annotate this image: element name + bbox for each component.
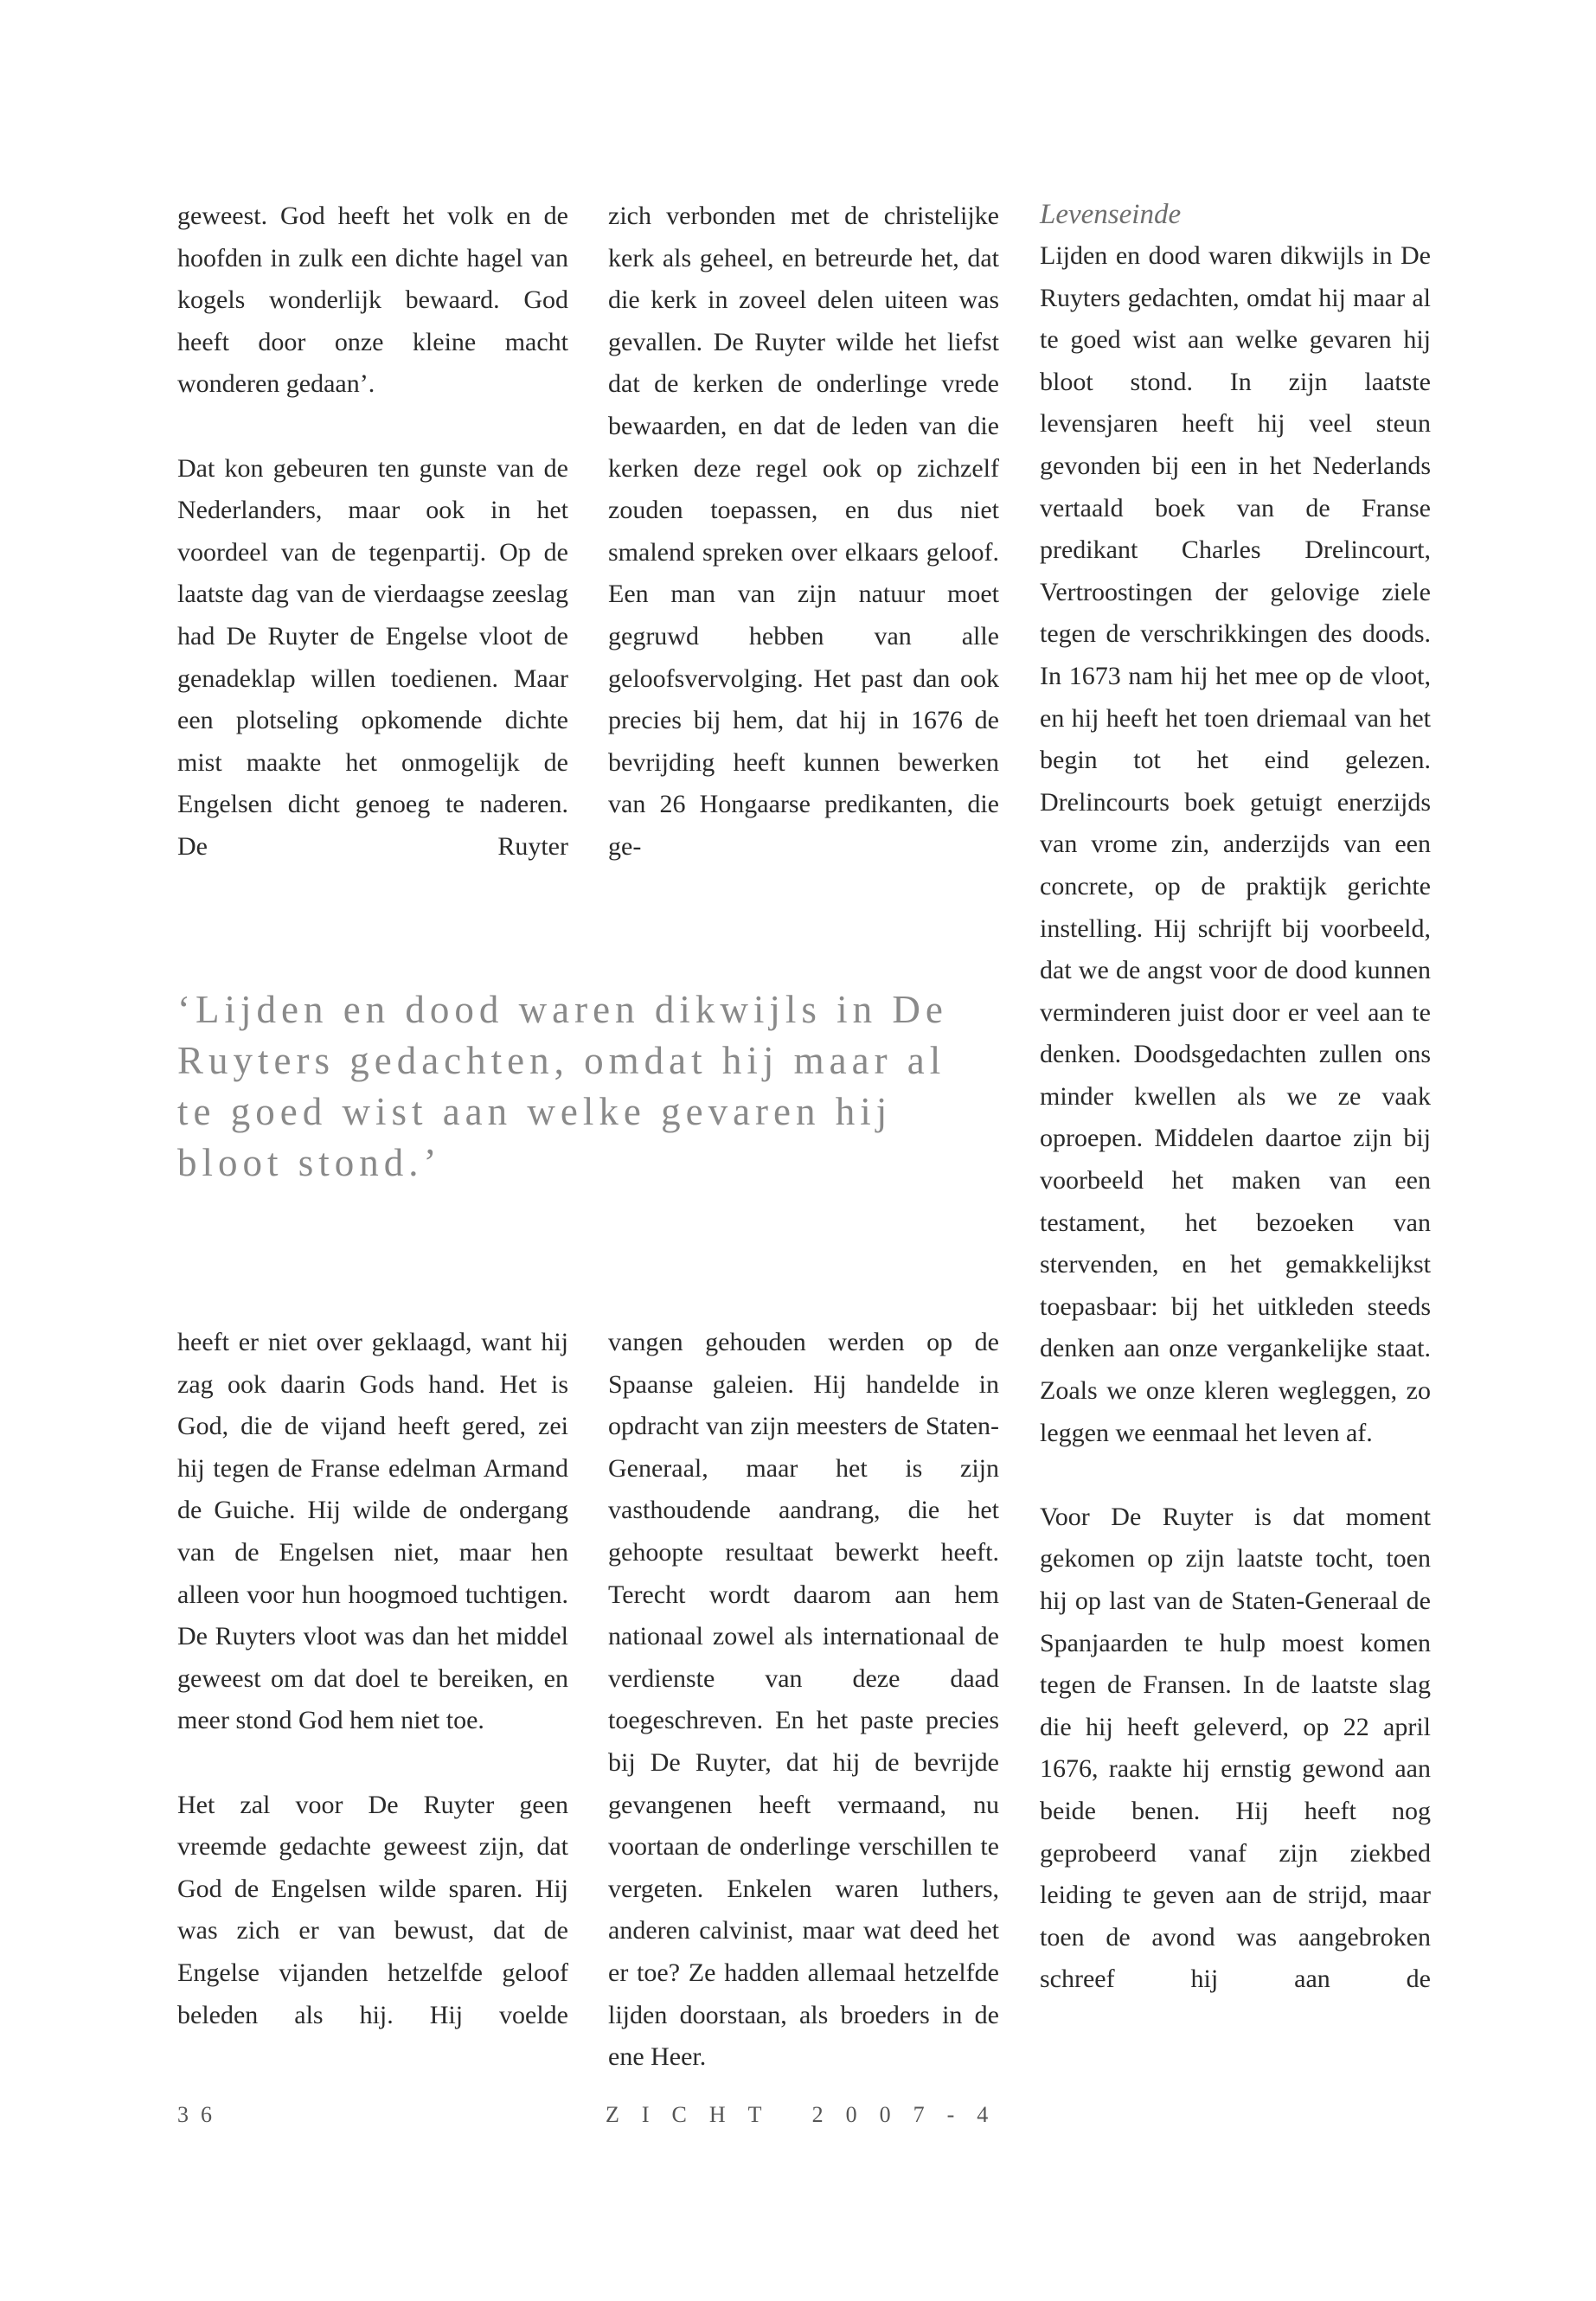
paragraph: zich verbonden met de christelijke kerk als geheel, en betreurde het, dat die kerk in zoveel delen uiteen was gevallen. De Ruyter wilde het liefst dat de kerken de onderlinge vrede bewaarden, en dat de leden van die kerken deze regel ook op zichzelf zouden toepassen, en dus niet smalend spreken over elkaars geloof. Een man van zijn natuur moet gegruwd hebben van alle geloofsvervolging. Het past dan ook precies bij hem, dat hij in 1676 de bevrijding heeft kunnen bewerken van 26 Hongaarse predikanten, die ge- [608, 202, 999, 861]
column-2-top [608, 195, 999, 868]
paragraph: vangen gehouden werden op de Spaanse galeien. Hij handelde in opdracht van zijn meesters de Staten-Generaal, maar het is zijn vasthoudende aandrang, die het gehoopte resultaat bewerkt heeft. Terecht wordt daarom aan hem nationaal zowel als internationaal de verdienste van deze daad toegeschreven. En het paste precies bij De Ruyter, dat hij de bevrijde gevangenen heeft vermaand, nu voortaan de onderlinge verschillen te vergeten. Enkelen waren luthers, anderen calvinist, maar wat deed het er toe? Ze hadden allemaal hetzelfde lijden doorstaan, als broeders in de ene Heer. [608, 1328, 999, 2072]
column-3 [1040, 194, 1431, 2001]
column-1-top [177, 195, 568, 868]
column-2-bottom [608, 1322, 999, 2079]
paragraph: Dat kon gebeuren ten gunste van de Nederlanders, maar ook in het voordeel van de tegenpartij. Op de laatste dag van de vierdaagse zeeslag had De Ruyter de Engelse vloot de genadeklap willen toedienen. Maar een plotseling opkomende dichte mist maakte het onmogelijk de Engelsen dicht genoeg te naderen. De Ruyter [177, 453, 568, 861]
pull-quote: ‘Lijden en dood waren dikwijls in De Ruyters gedachten, omdat hij maar al te goed wist aan welke gevaren hij bloot stond.’ [177, 988, 948, 1184]
paragraph: Lijden en dood waren dikwijls in De Ruyters gedachten, omdat hij maar al te goed wist aan welke gevaren hij bloot stond. In zijn laatste levensjaren heeft hij veel steun gevonden bij een in het Nederlands vertaald boek van de Franse predikant Charles Drelincourt, Vertroostingen der gelovige ziele tegen de verschrikkingen des doods. In 1673 nam hij het mee op de vloot, en hij heeft het toen driemaal van het begin tot het eind gelezen. Drelincourts boek getuigt enerzijds van vrome zin, anderzijds van een concrete, op de praktijk gerichte instelling. Hij schrijft bij voorbeeld, dat we de angst voor de dood kunnen verminderen juist door er veel aan te denken. Doodsgedachten zullen ons minder kwellen als we ze vaak oproepen. Middelen daartoe zijn bij voorbeeld het maken van een testament, het bezoeken van stervenden, en het gemakkelijkst toepasbaar: bij het uitkleden steeds denken aan onze vergankelijke staat. Zoals we onze kleren wegleggen, zo leggen we eenmaal het leven af. [1040, 241, 1431, 1447]
paragraph: Voor De Ruyter is dat moment gekomen op zijn laatste tocht, toen hij op last van de Staten-Generaal de Spanjaarden te hulp moest komen tegen de Fransen. In de laatste slag die hij heeft geleverd, op 22 april 1676, raakte hij ernstig gewond aan beide benen. Hij heeft nog geprobeerd vanaf zijn ziekbed leiding te geven aan de strijd, maar toen de avond was aangebroken schreef hij aan de [1040, 1502, 1431, 1994]
journal-footer: ZICHT 2007-4 [606, 2102, 1011, 2127]
section-heading: Levenseinde [1040, 199, 1182, 230]
paragraph: geweest. God heeft het volk en de hoofden in zulk een dichte hagel van kogels wonderlijk bewaard. God heeft door onze kleine macht wonderen gedaan’. [177, 202, 568, 399]
paragraph: heeft er niet over geklaagd, want hij zag ook daarin Gods hand. Het is God, die de vijand heeft gered, zei hij tegen de Franse edelman Armand de Guiche. Hij wilde de ondergang van de Engelsen niet, maar hen alleen voor hun hoogmoed tuchtigen. De Ruyters vloot was dan het middel geweest om dat doel te bereiken, en meer stond God hem niet toe. [177, 1328, 568, 1735]
page-number: 36 [177, 2102, 224, 2127]
paragraph: Het zal voor De Ruyter geen vreemde gedachte geweest zijn, dat God de Engelsen wilde sparen. Hij was zich er van bewust, dat de Engelse vijanden hetzelfde geloof beleden als hij. Hij voelde [177, 1790, 568, 2029]
column-1-bottom [177, 1322, 568, 2036]
